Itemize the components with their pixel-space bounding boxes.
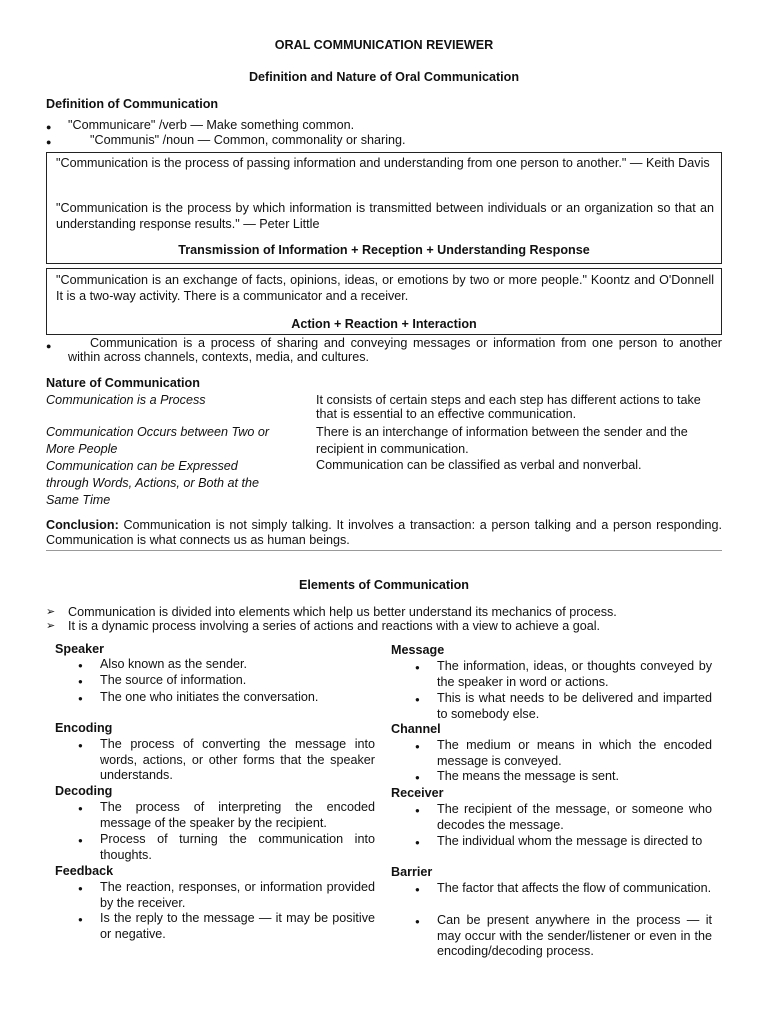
- bullet-icon: ●: [78, 836, 83, 845]
- bullet-icon: ●: [78, 661, 83, 670]
- element-speaker-item: Also known as the sender.: [100, 657, 248, 671]
- element-feedback-item: The reaction, responses, or information provided by the receiver.: [100, 880, 375, 910]
- nature-term-expressed: Communication can be Expressed through Words, Actions, or Both at the Same Time: [46, 459, 260, 507]
- definition-bullet-communis: "Communis" /noun — Common, commonality or sharing.: [90, 133, 406, 147]
- bullet-icon: ●: [46, 341, 52, 351]
- formula-transmission: Transmission of Information + Reception + Understanding Response: [178, 243, 590, 257]
- element-message-heading: Message: [391, 643, 445, 657]
- bullet-icon: ●: [415, 917, 420, 926]
- element-feedback-item: Is the reply to the message — it may be positive or negative.: [100, 911, 375, 941]
- element-speaker-item: The one who initiates the conversation.: [100, 690, 319, 704]
- section-title-definition-nature: Definition and Nature of Oral Communication: [248, 70, 520, 84]
- bullet-icon: ●: [415, 806, 420, 815]
- quote-peter-little: "Communication is the process by which information is transmitted between individuals or an organization so that an understanding response results." — Peter Little: [56, 201, 714, 231]
- bullet-icon: ●: [415, 742, 420, 751]
- nature-desc-process-text: It consists of certain steps and each step has different actions to take that is essential to an effective communication.: [316, 393, 701, 421]
- nature-term-process: Communication is a Process: [46, 393, 206, 407]
- arrow-bullet-icon: ➢: [46, 606, 56, 618]
- bullet-icon: ●: [46, 137, 52, 147]
- element-receiver-heading: Receiver: [391, 786, 444, 800]
- element-barrier-heading: Barrier: [391, 865, 433, 879]
- element-barrier-item: The factor that affects the flow of communication.: [437, 881, 712, 895]
- definition-heading: Definition of Communication: [46, 97, 219, 111]
- nature-desc-expressed: Communication can be classified as verbal and nonverbal.: [316, 458, 642, 472]
- definition-quote-box: [46, 152, 722, 264]
- process-bullet-text: Communication is a process of sharing and conveying messages or information from one person to another within across channels, contexts, media, and cultures.: [68, 336, 722, 364]
- element-speaker-heading: Speaker: [55, 642, 105, 656]
- document-title: ORAL COMMUNICATION REVIEWER: [274, 38, 494, 52]
- element-channel-heading: Channel: [391, 722, 441, 736]
- element-channel-item: The means the message is sent.: [437, 769, 620, 783]
- exchange-quote-box: [46, 268, 722, 335]
- nature-desc-two-people: There is an interchange of information between the sender and the recipient in communication.: [316, 425, 688, 456]
- element-encoding-heading: Encoding: [55, 721, 113, 735]
- bullet-icon: ●: [78, 677, 83, 686]
- nature-heading: Nature of Communication: [46, 376, 200, 390]
- bullet-icon: ●: [78, 915, 83, 924]
- bullet-icon: ●: [415, 695, 420, 704]
- formula-action-reaction: Action + Reaction + Interaction: [291, 317, 477, 331]
- element-message-item: The information, ideas, or thoughts conveyed by the speaker in word or actions.: [437, 659, 712, 689]
- element-receiver-item: The individual whom the message is directed to: [437, 834, 703, 848]
- definition-bullet-communicare: "Communicare" /verb — Make something common.: [68, 118, 355, 132]
- element-encoding-item: The process of converting the message into words, actions, or other forms that the speaker understands.: [100, 737, 375, 782]
- nature-term-two-people: Communication Occurs between Two or More People: [46, 425, 270, 456]
- bullet-icon: ●: [415, 773, 420, 782]
- element-speaker-item: The source of information.: [100, 673, 247, 687]
- element-decoding-heading: Decoding: [55, 784, 113, 798]
- elements-intro-bullet-2: It is a dynamic process involving a series of actions and reactions with a view to achieve a goal.: [68, 619, 601, 633]
- element-decoding-item: The process of interpreting the encoded message of the speaker by the recipient.: [100, 800, 375, 830]
- nature-desc-process: [316, 393, 722, 421]
- arrow-bullet-icon: ➢: [46, 620, 56, 632]
- bullet-icon: ●: [78, 741, 83, 750]
- bullet-icon: ●: [46, 122, 52, 132]
- element-channel-item: The medium or means in which the encoded message is conveyed.: [437, 738, 712, 768]
- bullet-icon: ●: [78, 804, 83, 813]
- bullet-icon: ●: [415, 663, 420, 672]
- element-decoding-item: Process of turning the communication into thoughts.: [100, 832, 375, 862]
- quote-koontz-odonnell: "Communication is an exchange of facts, opinions, ideas, or emotions by two or more people." Koontz and O'Donnell It is a two-way activity. There is a communicator and a receiver.: [56, 273, 714, 303]
- conclusion-text: Communication is not simply talking. It involves a transaction: a person talking and a person responding. Communication is what connects us as human beings.: [46, 518, 722, 547]
- element-receiver-item: The recipient of the message, or someone who decodes the message.: [437, 802, 712, 832]
- bullet-icon: ●: [415, 885, 420, 894]
- elements-intro-bullet-1: Communication is divided into elements which help us better understand its mechanics of process.: [68, 605, 617, 619]
- conclusion-label: Conclusion:: [46, 518, 119, 532]
- bullet-icon: ●: [78, 884, 83, 893]
- bullet-icon: ●: [415, 838, 420, 847]
- element-barrier-item: Can be present anywhere in the process — it may occur with the sender/listener or even in the encoding/decoding process.: [437, 913, 712, 958]
- conclusion-paragraph: [46, 518, 722, 548]
- quote-keith-davis: "Communication is the process of passing information and understanding from one person to another." — Keith Davis: [56, 156, 710, 170]
- section-divider: [46, 550, 722, 551]
- bullet-icon: ●: [78, 694, 83, 703]
- section-title-elements: Elements of Communication: [298, 578, 470, 592]
- element-message-item: This is what needs to be delivered and imparted to somebody else.: [437, 691, 712, 721]
- element-feedback-heading: Feedback: [55, 864, 114, 878]
